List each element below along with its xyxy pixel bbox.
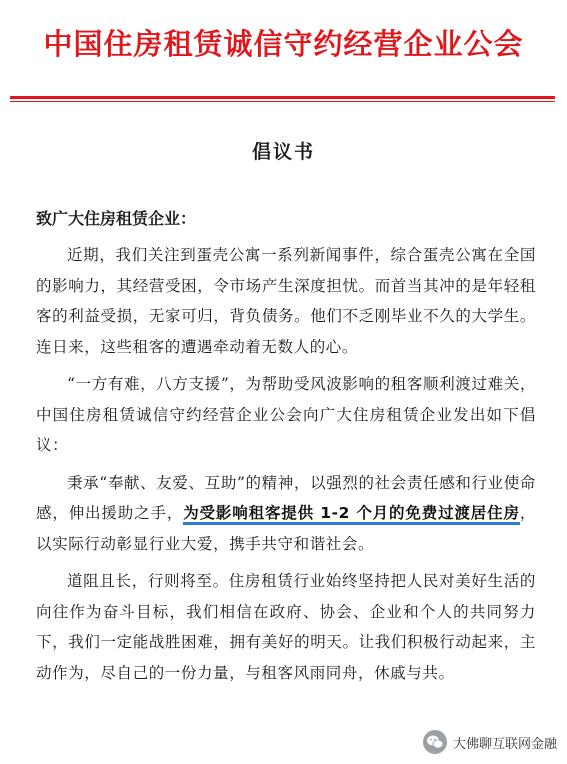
document-title: 倡议书 bbox=[251, 141, 315, 163]
paragraph-3-lead: 秉承“奉献、友爱、互助”的精神，以强烈的社会责任感和行业使命感，伸出援助之手， bbox=[36, 473, 536, 522]
highlight-free-housing-b: 过渡居住房 bbox=[438, 504, 520, 525]
wechat-icon bbox=[423, 730, 447, 754]
header-title: 中国住房租赁诚信守约经营企业公会 bbox=[43, 27, 524, 61]
salutation: 致广大住房租赁企业： bbox=[36, 209, 197, 228]
highlight-free-housing-a: 为受影响租客提供 1-2 个月的免费 bbox=[183, 504, 438, 525]
paragraph-1: 近期，我们关注到蛋壳公寓一系列新闻事件，综合蛋壳公寓在全国的影响力，其经营受困，令市场产生深度担忧。而首当其冲的是年轻租客的利益受损，无家可归，背负债务。他们不乏刚毕业不久的大学生。连日来，这些租客的遭遇牵动着无数人的心。 bbox=[36, 246, 536, 356]
header-divider-thick bbox=[10, 96, 555, 99]
paragraph-3 bbox=[36, 468, 536, 560]
paragraph-2: “一方有难，八方支援”，为帮助受风波影响的租客顺利渡过难关，中国住房租赁诚信守约经营企业公会向广大住房租赁企业发出如下倡议： bbox=[36, 375, 536, 454]
watermark-text: 大佛聊互联网金融 bbox=[452, 736, 557, 752]
paragraph-4: 道阻且长，行则将至。住房租赁行业始终坚持把人民对美好生活的向往作为奋斗目标，我们相信在政府、协会、企业和个人的共同努力下，我们一定能战胜困难，拥有美好的明天。让我们积极行动起来，主动作为，尽自己的一份力量，与租客风雨同舟，休戚与共。 bbox=[36, 572, 536, 682]
paragraph-3-tail: ，以实际行动彰显行业大爱，携手共守和谐社会。 bbox=[36, 504, 536, 553]
document-body bbox=[36, 240, 536, 695]
watermark bbox=[423, 728, 557, 756]
header-divider-thin bbox=[10, 101, 555, 102]
